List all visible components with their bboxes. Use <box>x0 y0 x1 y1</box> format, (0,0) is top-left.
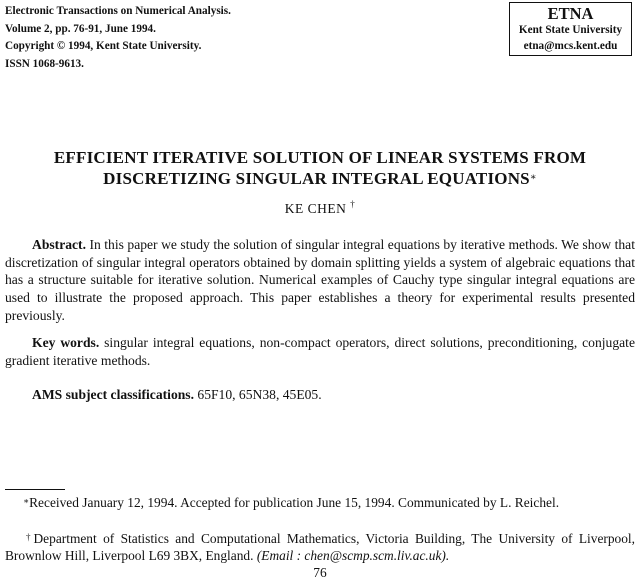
abstract-text: In this paper we study the solution of singular integral equations by iterative methods. We show that discretization of singular integral operators obtained by domain splitting yields a system of algebraic equations that has a structure suitable for iterative solution. Numerical examples of Cauchy type singular integral equations are used to illustrate the proposed approach. This paper establishes a theory for experimental results presented previously. <box>5 237 635 323</box>
footnote-received-text: Received January 12, 1994. Accepted for publication June 15, 1994. Communicated by L. Reichel. <box>29 495 560 510</box>
volume-info: Volume 2, pp. 76-91, June 1994. <box>5 22 156 35</box>
etna-title: ETNA <box>547 4 594 23</box>
title-footnote-mark: ∗ <box>529 171 537 183</box>
abstract-label: Abstract. <box>32 237 86 252</box>
copyright-line: Copyright © 1994, Kent State University. <box>5 40 202 52</box>
footnote-rule <box>5 489 65 490</box>
etna-university: Kent State University <box>518 24 623 36</box>
journal-name: Electronic Transactions on Numerical Analysis. <box>5 5 231 17</box>
paper-title-line2: DISCRETIZING SINGULAR INTEGRAL EQUATIONS <box>103 168 530 188</box>
footnote-mark-1: ∗ <box>23 496 30 506</box>
footnote-affiliation <box>5 530 635 565</box>
author <box>0 201 640 217</box>
keywords <box>5 334 635 369</box>
keywords-label: Key words. <box>32 335 100 350</box>
ams-classifications <box>5 386 635 404</box>
footnote-mark-2: † <box>23 532 34 542</box>
paper-title <box>0 148 640 189</box>
page-number: 76 <box>313 565 327 580</box>
paper-title-line1: EFFICIENT ITERATIVE SOLUTION OF LINEAR SYSTEMS FROM <box>53 148 587 167</box>
keywords-text: singular integral equations, non-compact operators, direct solutions, preconditioning, conjugate gradient iterative methods. <box>5 335 635 368</box>
footnote-affiliation-text: Department of Statistics and Computational Mathematics, Victoria Building, The University of Liverpool, Brownlow Hill, Liverpool L69 3BX, England. <box>5 531 635 564</box>
footnote-received <box>5 494 635 511</box>
author-email: (Email : chen@scmp.scm.liv.ac.uk). <box>256 548 450 564</box>
issn-line: ISSN 1068-9613. <box>5 57 84 70</box>
ams-label: AMS subject classifications. <box>32 387 194 402</box>
etna-email: etna@mcs.kent.edu <box>523 39 618 52</box>
etna-box <box>509 2 632 56</box>
journal-header <box>5 3 231 73</box>
author-name: KE CHEN <box>284 201 347 216</box>
abstract <box>5 236 635 325</box>
ams-text: 65F10, 65N38, 45E05. <box>197 387 322 402</box>
author-footnote-mark: † <box>350 199 356 209</box>
